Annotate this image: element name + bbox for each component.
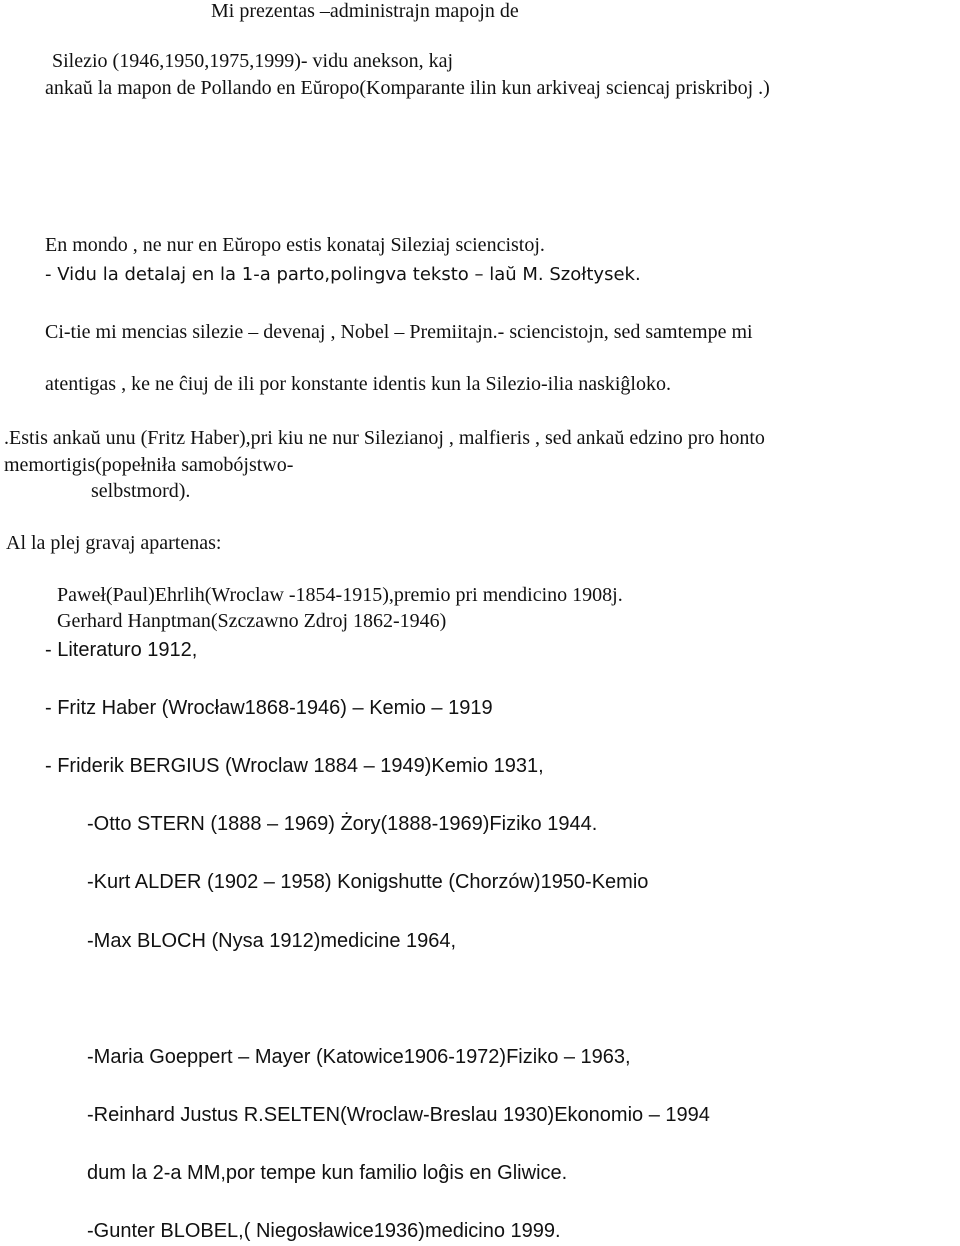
haber-line-3: selbstmord). <box>91 480 191 502</box>
laureate-alder: -Kurt ALDER (1902 – 1958) Konigshutte (Chorzów)1950-Kemio <box>87 871 649 893</box>
nobel-line-1: Ci-tie mi mencias silezie – devenaj , Nobel – Premiitajn.- sciencistojn, sed samtempe mi <box>45 321 753 343</box>
nobel-line-2: atentigas , ke ne ĉiuj de ili por konstante identis kun la Silezio-ilia naskiĝloko. <box>45 373 671 395</box>
laureate-selten: -Reinhard Justus R.SELTEN(Wroclaw-Breslau 1930)Ekonomio – 1994 <box>87 1104 710 1126</box>
laureate-literature: - Literaturo 1912, <box>45 639 198 661</box>
intro-line-2: ankaŭ la mapon de Pollando en Eŭropo(Komparante ilin kun arkiveaj sciencaj priskriboj .) <box>45 77 770 99</box>
details-reference: - Vidu la detalaj en la 1-a parto,polingva teksto – laŭ M. Szołtysek. <box>45 264 641 285</box>
intro-line-1: Silezio (1946,1950,1975,1999)- vidu anekson, kaj <box>52 50 454 72</box>
page-title: Mi prezentas –administrajn mapojn de <box>211 0 519 22</box>
laureate-hauptmann: Gerhard Hanptman(Szczawno Zdroj 1862-1946) <box>57 610 447 632</box>
paragraph-scientists: En mondo , ne nur en Eŭropo estis konataj Sileziaj sciencistoj. <box>45 234 545 256</box>
laureate-goeppert-mayer: -Maria Goeppert – Mayer (Katowice1906-1972)Fiziko – 1963, <box>87 1046 631 1068</box>
laureate-ehrlich: Paweł(Paul)Ehrlih(Wroclaw -1854-1915),premio pri mendicino 1908j. <box>57 584 623 606</box>
laureate-stern: -Otto STERN (1888 – 1969) Żory(1888-1969)Fiziko 1944. <box>87 813 598 835</box>
laureate-haber: - Fritz Haber (Wrocław1868-1946) – Kemio – 1919 <box>45 697 493 719</box>
laureate-blobel: -Gunter BLOBEL,( Niegosławice1936)medicino 1999. <box>87 1220 561 1242</box>
haber-line-2: memortigis(popełniła samobójstwo- <box>4 454 294 476</box>
haber-line-1: .Estis ankaŭ unu (Fritz Haber),pri kiu ne nur Silezianoj , malfieris , sed ankaŭ edzino pro honto <box>4 427 765 449</box>
selten-note: dum la 2-a MM,por tempe kun familio loĝis en Gliwice. <box>87 1162 568 1184</box>
laureate-bloch: -Max BLOCH (Nysa 1912)medicine 1964, <box>87 930 457 952</box>
belongs-heading: Al la plej gravaj apartenas: <box>6 532 222 554</box>
laureate-bergius: - Friderik BERGIUS (Wroclaw 1884 – 1949)Kemio 1931, <box>45 755 544 777</box>
